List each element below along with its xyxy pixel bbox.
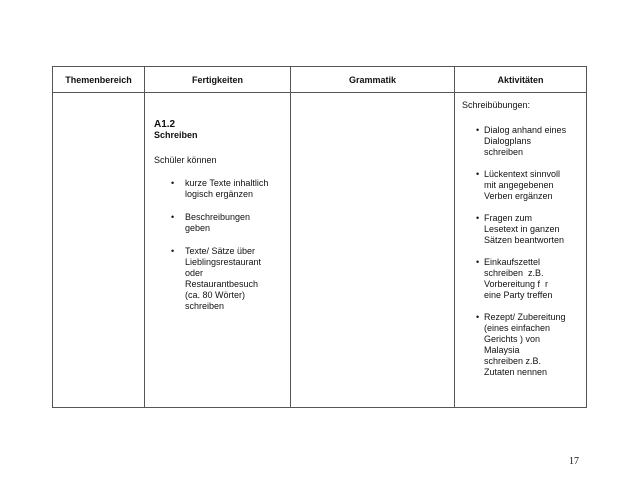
page-number: 17 (569, 456, 579, 467)
list-item (462, 213, 582, 246)
list-item (462, 257, 582, 301)
list-item-line: geben (185, 223, 211, 233)
bullet-icon: • (476, 257, 480, 267)
aktivitaeten-list (462, 125, 582, 378)
bullet-icon: • (476, 312, 480, 322)
header-aktivitaeten: Aktivitäten (455, 67, 587, 93)
list-item-line: schreiben z.B. (484, 268, 544, 278)
list-item-line: Lieblingsrestaurant (185, 257, 262, 267)
list-item-line: Lesetext in ganzen (484, 224, 560, 234)
curriculum-table (52, 66, 587, 408)
list-item-line: Malaysia (484, 345, 520, 355)
list-item-line: Dialogplans (484, 136, 532, 146)
list-item-line: schreiben (185, 301, 225, 311)
cell-themenbereich (53, 93, 145, 408)
header-grammatik: Grammatik (291, 67, 455, 93)
list-item (154, 246, 284, 312)
list-item-line: kurze Texte inhaltlich (185, 178, 269, 188)
list-item (154, 178, 284, 200)
list-item-line: Verben ergänzen (484, 191, 553, 201)
bullet-icon: • (171, 246, 175, 256)
list-item-line: Sätzen beantworten (484, 235, 565, 245)
bullet-icon: • (476, 169, 480, 179)
list-item-line: Dialog anhand eines (484, 125, 567, 135)
list-item-line: schreiben (484, 147, 524, 157)
level-label: A1.2 (154, 119, 176, 130)
table-header-row (53, 67, 587, 93)
bullet-icon: • (171, 212, 175, 222)
list-item (154, 212, 284, 234)
list-item-line: Gerichts ) von (484, 334, 541, 344)
list-item-line: Restaurantbesuch (185, 279, 259, 289)
list-item (462, 312, 582, 378)
list-item (462, 125, 582, 158)
list-item-line: Beschreibungen (185, 212, 251, 222)
list-item-line: Lückentext sinnvoll (484, 169, 561, 179)
list-item-line: Texte/ Sätze über (185, 246, 256, 256)
bullet-icon: • (171, 178, 175, 188)
list-item-line: logisch ergänzen (185, 189, 254, 199)
header-fertigkeiten: Fertigkeiten (145, 67, 291, 93)
cell-grammatik (291, 93, 455, 408)
list-item-line: (ca. 80 Wörter) (185, 290, 246, 300)
list-item-line: (eines einfachen (484, 323, 551, 333)
skill-label: Schreiben (154, 130, 198, 140)
aktivitaeten-intro: Schreibübungen: (462, 100, 531, 110)
list-item-line: oder (185, 268, 204, 278)
list-item-line: Fragen zum (484, 213, 533, 223)
list-item-line: eine Party treffen (484, 290, 553, 300)
list-item-line: Einkaufszettel (484, 257, 541, 267)
fertigkeiten-intro: Schüler können (154, 155, 217, 165)
list-item-line: mit angegebenen (484, 180, 554, 190)
list-item-line: schreiben z.B. (484, 356, 542, 366)
header-themenbereich: Themenbereich (53, 67, 145, 93)
bullet-icon: • (476, 213, 480, 223)
cell-aktivitaeten (455, 93, 587, 408)
cell-fertigkeiten (145, 93, 291, 408)
table-row (53, 93, 587, 408)
list-item-line: Rezept/ Zubereitung (484, 312, 566, 322)
list-item-line: Zutaten nennen (484, 367, 548, 377)
fertigkeiten-list (154, 178, 284, 312)
list-item-line: Vorbereitung f r (484, 279, 549, 289)
list-item (462, 169, 582, 202)
bullet-icon: • (476, 125, 480, 135)
